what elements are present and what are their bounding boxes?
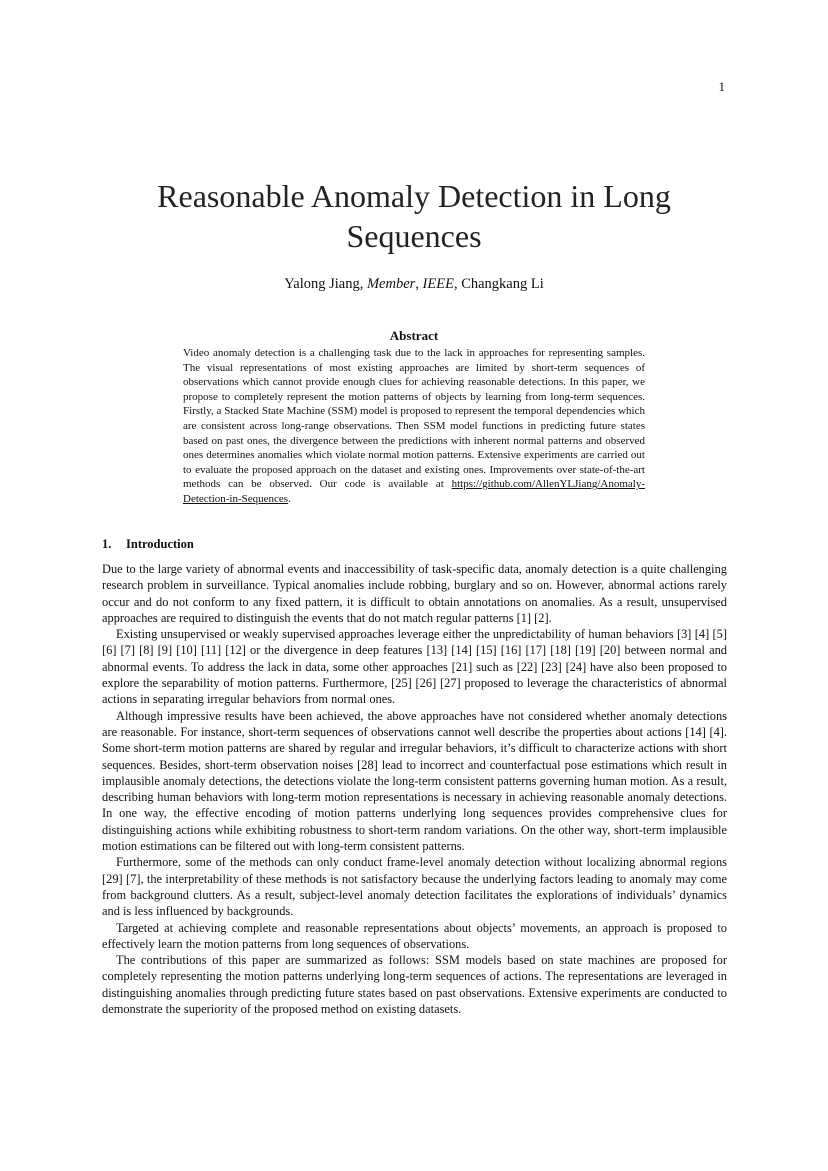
title-line-1: Reasonable Anomaly Detection in Long	[157, 178, 671, 214]
membership-separator: ,	[415, 276, 419, 292]
paragraph: Existing unsupervised or weakly supervised approaches leverage either the unpredictability of human behaviors [3] [4] [5] [6] [7] [8] [9] [10] [11] [12] or the divergence in deep features [13] [14] [15] [16] [17] [18] [19] [20] between normal and abnormal events. To address the lack in data, some other approaches [21] such as [22] [23] [24] have also been proposed to explore the separability of motion patterns. Furthermore, [25] [26] [27] proposed to leverage the characteristics of abnormal actions in separating irregular behaviors from normal ones.	[102, 627, 727, 707]
introduction-body	[102, 561, 727, 1017]
paragraph: Due to the large variety of abnormal events and inaccessibility of task-specific data, anomaly detection is a quite challenging research problem in surveillance. Typical anomalies include robbing, burglary and so on. However, abnormal actions rarely occur and do not conform to any fixed pattern, it is difficult to obtain annotations on anomalies. As a result, unsupervised approaches are required to distinguish the events that do not match regular patterns [1] [2].	[102, 562, 727, 625]
paragraph: The contributions of this paper are summarized as follows: SSM models based on state machines are proposed for completely representing the motion patterns underlying long-term sequences of actions. The representations are leveraged in distinguishing anomalies through predicting future states based on past observations. Extensive experiments are conducted to demonstrate the superiority of the proposed method on existing datasets.	[102, 953, 727, 1017]
code-link[interactable]: https://github.com/AllenYLJiang/Anomaly-Detection-in-Sequences	[183, 478, 645, 505]
paper-title	[0, 176, 828, 256]
section-title: Introduction	[126, 537, 194, 551]
paragraph: Furthermore, some of the methods can only conduct frame-level anomaly detection without localizing abnormal regions [29] [7], the interpretability of these methods is not satisfactory because the underlying factors leading to anomaly may come from background clutters. As a result, subject-level anomaly detection facilitates the explorations of individuals’ dynamics and is less influenced by backgrounds.	[102, 855, 727, 919]
paragraph: Targeted at achieving complete and reasonable representations about objects’ movements, an approach is proposed to effectively learn the motion patterns from long sequences of observations.	[102, 920, 727, 951]
section-heading	[102, 537, 194, 552]
title-line-2: Sequences	[346, 218, 482, 254]
abstract-end: .	[288, 492, 291, 505]
abstract-heading: Abstract	[389, 328, 439, 343]
abstract-text: Video anomaly detection is a challenging task due to the lack in approaches for representing samples. The visual representations of most existing approaches are limited by short-term sequences of observations which cannot provide enough clues for achieving reasonable detections. In this paper, we propose to completely represent the motion patterns of objects by learning from long-term sequences. Firstly, a Stacked State Machine (SSM) model is proposed to represent the temporal dependencies which are consistent across long-range observations. Then SSM model functions in predicting future states based on past ones, the divergence between the predictions with inherent normal patterns and observed ones determines anomalies which violate normal motion patterns. Extensive experiments are carried out to evaluate the proposed approach on the dataset and existing ones. Improvements over state-of-the-art methods can be observed. Our code is available at	[183, 347, 645, 491]
paragraph: Although impressive results have been achieved, the above approaches have not considered whether anomaly detections are reasonable. For instance, short-term sequences of observations cannot well describe the properties about actions [14] [4]. Some short-term motion patterns are shared by regular and irregular behaviors, it’s difficult to characterize actions with short sequences. Besides, short-term observation noises [28] lead to incorrect and counterfactual pose estimations which result in implausible anomaly detections, the detections violate the long-term consistent patterns governing human motion. As a result, describing human behaviors with long-term motion representations is necessary in achieving reasonable anomaly detections. In one way, the effective encoding of motion patterns underlying long sequences provides comprehensive clues for distinguishing actions while exhibiting robustness to short-term random variations. On the other way, short-term implausible motion estimations can be filtered out with long-term consistent patterns.	[102, 708, 727, 854]
membership: Member	[366, 276, 416, 292]
page-number: 1	[718, 79, 725, 94]
organization: IEEE	[422, 276, 454, 292]
author-line	[0, 276, 828, 293]
section-number: 1.	[102, 537, 112, 551]
abstract-body	[183, 346, 645, 507]
author-2: , Changkang Li	[453, 276, 544, 292]
author-1: Yalong Jiang,	[284, 276, 364, 292]
